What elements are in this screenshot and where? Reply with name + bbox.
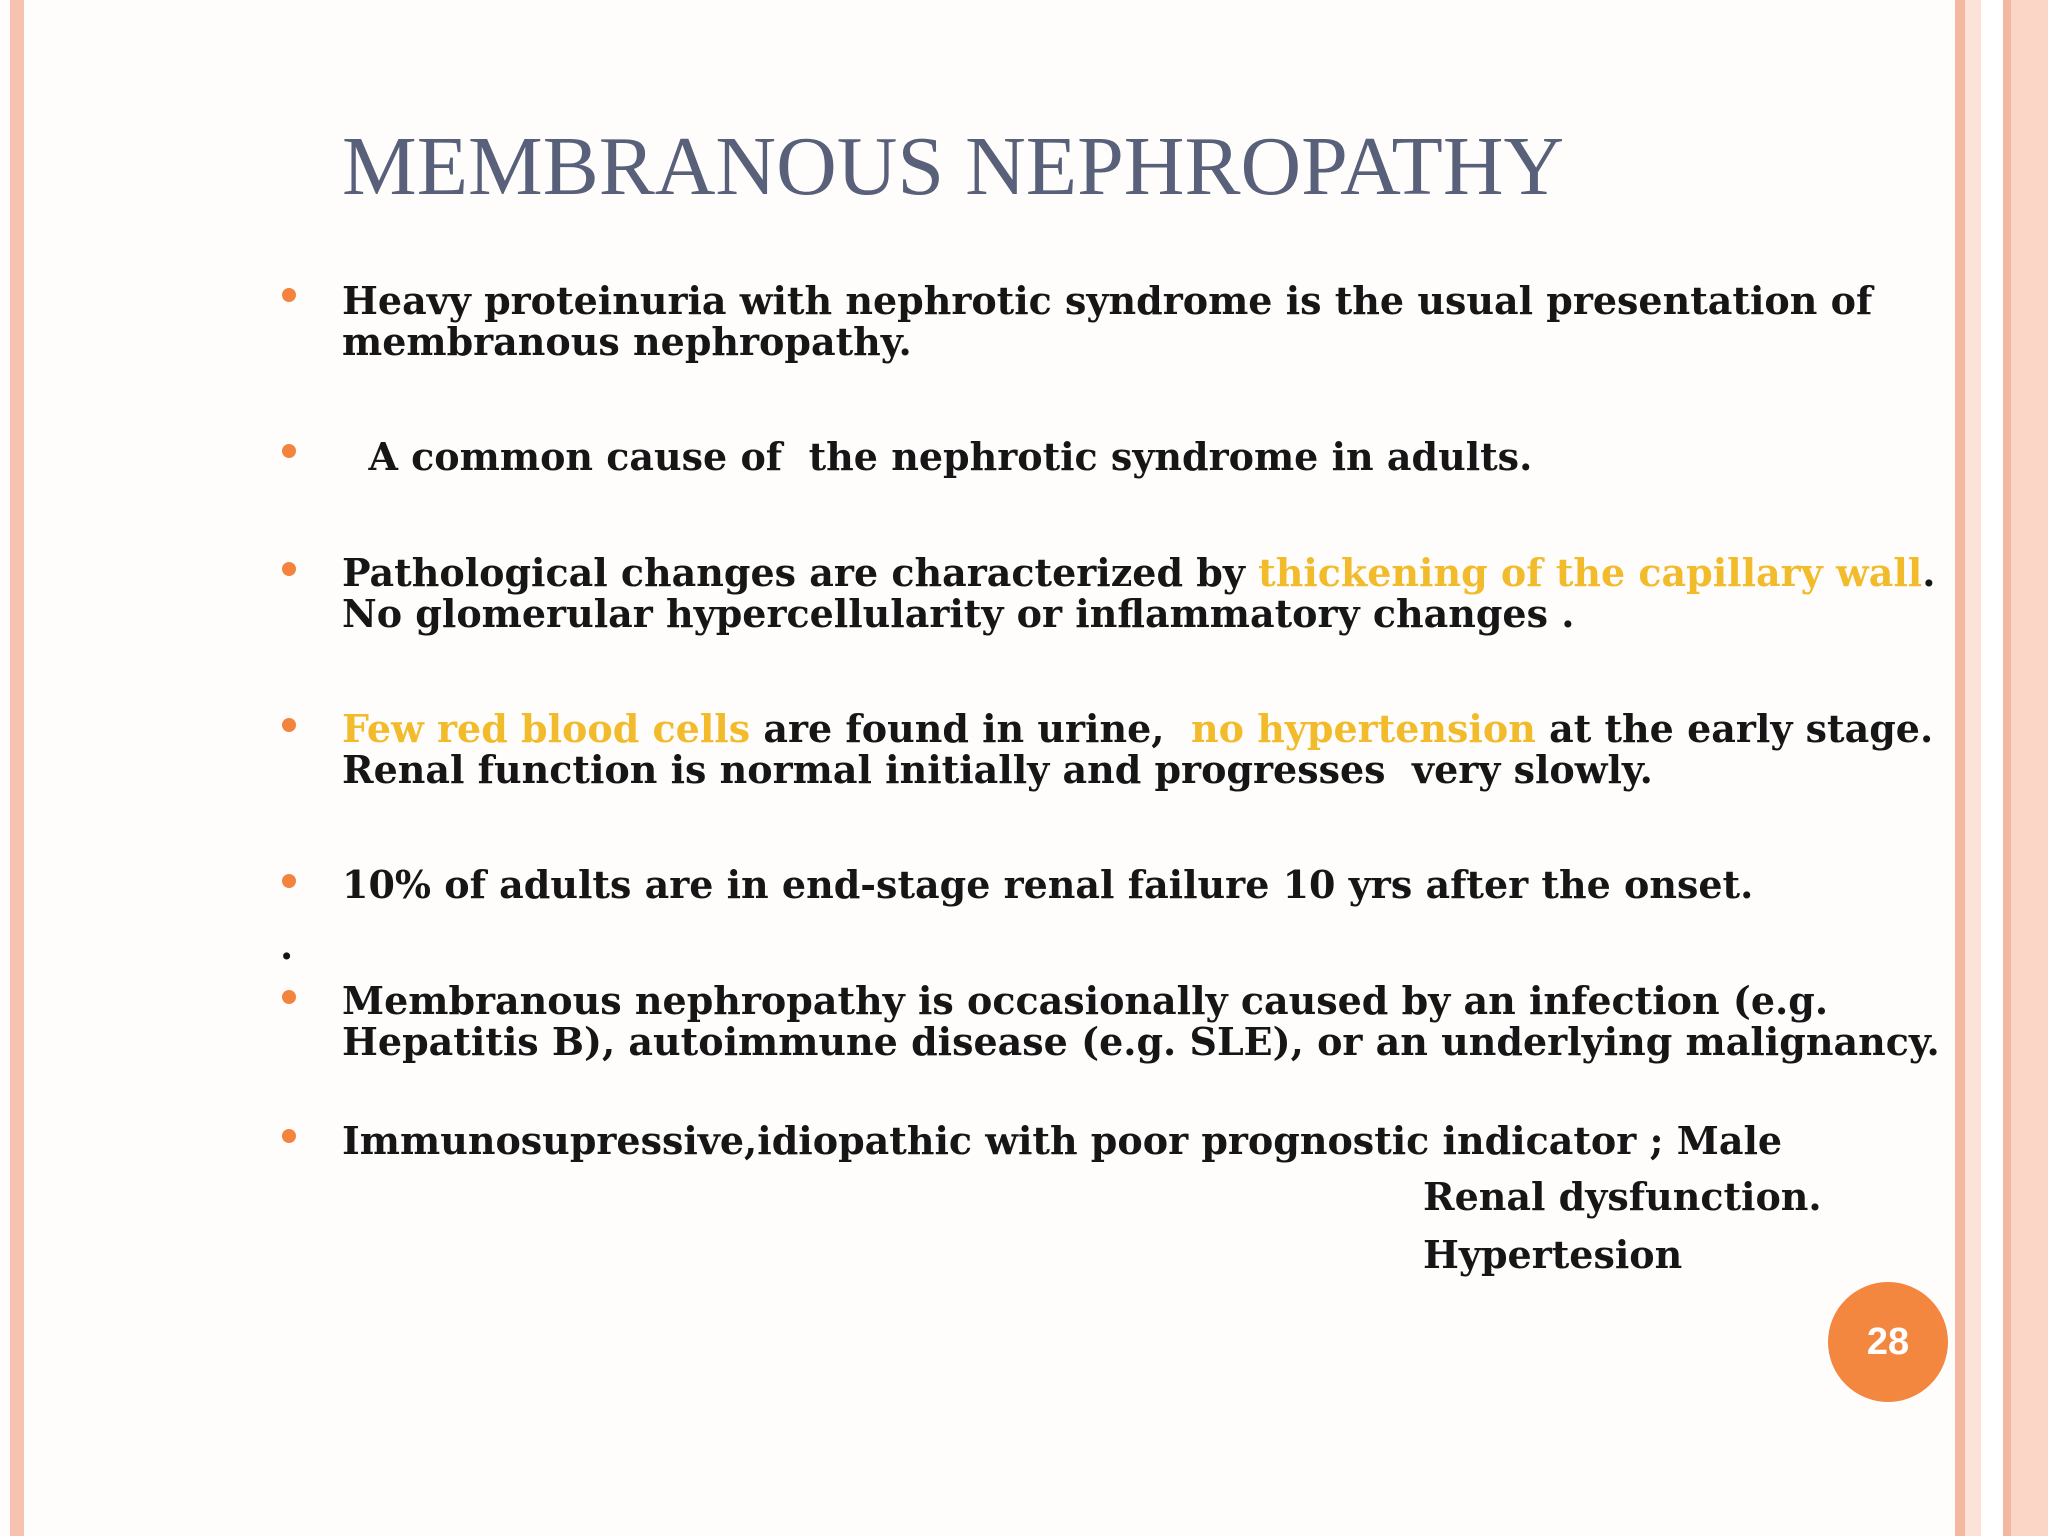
right-border-stripe [2011, 0, 2048, 1536]
continuation-line-hypertension: Hypertesion [1423, 1232, 1683, 1277]
bullet-text-6: Membranous nephropathy is occasionally caused by an infection (e.g. Hepatitis B), autoimmune disease (e.g. SLE), or an underlying malignancy. [342, 978, 1940, 1064]
stray-period: . [280, 923, 294, 968]
right-border-stripe [1965, 0, 1981, 1536]
bullet-text-5: 10% of adults are in end-stage renal failure 10 yrs after the onset. [342, 862, 1754, 907]
bullet-icon [282, 288, 296, 302]
bullet-icon [282, 718, 296, 732]
bullet-text-2: A common cause of the nephrotic syndrome in adults. [342, 434, 1533, 479]
bullet-icon [282, 1129, 296, 1143]
bullet-text-3-post: . No glomerular hypercellularity or inflammatory changes . [342, 550, 1936, 636]
highlight-no-hypertension: no hypertension [1191, 706, 1536, 751]
highlight-few-red-blood-cells: Few red blood cells [342, 706, 751, 751]
continuation-line-renal-dysfunction: Renal dysfunction. [1423, 1174, 1822, 1219]
right-border-stripe [2003, 0, 2011, 1536]
bullet-text-4-mid: are found in urine, [750, 706, 1191, 751]
slide-title: MEMBRANOUS NEPHROPATHY [342, 120, 1565, 213]
bullet-text-3 [342, 552, 1962, 634]
highlight-capillary-wall: thickening of the capillary wall [1258, 550, 1923, 595]
bullet-text-4 [342, 708, 1962, 790]
bullet-text-4-post: at the early stage. Renal function is normal initially and progresses very slowly. [342, 706, 1947, 792]
bullet-text-3-pre: Pathological changes are characterized by [342, 550, 1259, 595]
page-number-badge: 28 [1828, 1282, 1948, 1402]
left-border-stripe [10, 0, 24, 1536]
bullet-icon [282, 874, 296, 888]
bullet-text-7: Immunosupressive,idiopathic with poor prognostic indicator ; Male [342, 1118, 1783, 1163]
bullet-icon [282, 444, 296, 458]
bullet-icon [282, 562, 296, 576]
bullet-icon [282, 990, 296, 1004]
bullet-text-1: Heavy proteinuria with nephrotic syndrome is the usual presentation of membranous nephropathy. [342, 278, 1873, 364]
right-border-stripe [1981, 0, 2003, 1536]
